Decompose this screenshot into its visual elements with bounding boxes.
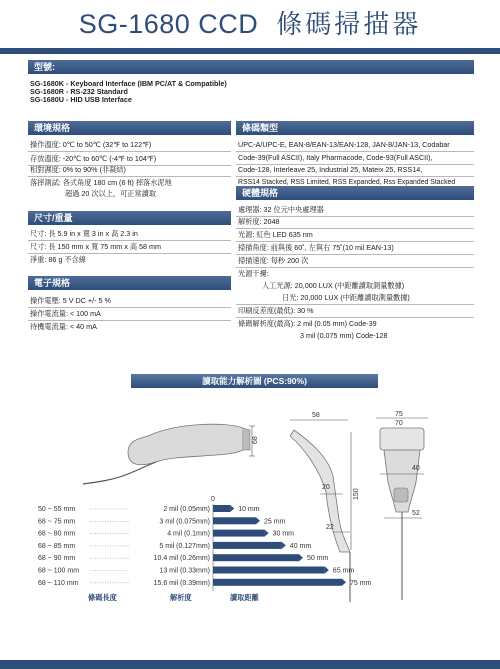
distance-bar bbox=[213, 554, 299, 561]
distance-bar-tip bbox=[299, 554, 303, 561]
env-line: 超過 20 次以上，可正常讀取 bbox=[65, 189, 157, 198]
zero-label: 0 bbox=[211, 496, 215, 503]
divider bbox=[28, 151, 231, 152]
environment-heading: 環境規格 bbox=[34, 123, 71, 133]
footer-label-resolution: 解析度 bbox=[170, 593, 192, 602]
value-label: 30 mm bbox=[272, 530, 295, 538]
dim-line: 尺寸: 長 150 mm x 寬 75 mm x 高 58 mm bbox=[30, 242, 161, 251]
env-line: 存放溫度: -20℃ to 60℃ (-4℉ to 104℉) bbox=[30, 154, 157, 163]
electrical-section-bar bbox=[28, 276, 231, 290]
barcode-line: RSS14 Stacked, RSS Limited, RSS Expanded, Rss Expanded Stacked bbox=[238, 179, 456, 186]
elec-line: 操作電流量: < 100 mA bbox=[30, 309, 101, 318]
distance-bar-tip bbox=[230, 505, 234, 512]
scanner-front-illustration bbox=[376, 411, 428, 600]
distance-bar bbox=[213, 505, 230, 512]
dim-line: 尺寸: 長 5.9 in x 寬 3 in x 高 2.3 in bbox=[30, 229, 138, 238]
reading-chart bbox=[28, 392, 474, 616]
resolution-label: 3 mil (0.075mm) bbox=[159, 518, 210, 526]
env-line: 落摔測試: 各式角度 180 cm (6 ft) 摔落水泥地 bbox=[30, 178, 172, 187]
barcode-line: Code-128, Interleave 25, Industrial 25, Mateix 25, RSS14, bbox=[238, 165, 423, 174]
category-label: 68 ~ 90 mm bbox=[38, 555, 76, 563]
env-line: 相對濕度: 0% to 90% (非凝結) bbox=[30, 165, 126, 174]
dim-150: 150 bbox=[353, 488, 360, 500]
hw-line: 光源干擾: bbox=[238, 269, 269, 278]
dimensions-heading: 尺寸/重量 bbox=[34, 213, 73, 223]
category-label: 68 ~ 75 mm bbox=[38, 518, 76, 526]
barcodes-heading: 條碼類型 bbox=[242, 123, 279, 133]
hw-line: 日光: 20,000 LUX (中距離讀取測量數據) bbox=[282, 293, 410, 302]
category-label: 68 ~ 100 mm bbox=[38, 567, 80, 575]
distance-bar-tip bbox=[256, 517, 260, 524]
hw-line: 條碼解析度(最高): 2 mil (0.05 mm) Code-39 bbox=[238, 319, 377, 328]
model-line: SG-1680R - RS-232 Standard bbox=[30, 87, 128, 96]
resolution-label: 10.4 mil (0.26mm) bbox=[153, 555, 210, 563]
distance-bar-tip bbox=[265, 530, 269, 537]
model-line: SG-1680U - HID USB Interface bbox=[30, 95, 132, 104]
distance-bar bbox=[213, 579, 342, 586]
divider bbox=[236, 267, 474, 268]
resolution-label: 15.6 mil (0.39mm) bbox=[153, 579, 210, 587]
dimensions-section-bar bbox=[28, 211, 231, 225]
dim-line: 淨重: 86 g 不含線 bbox=[30, 255, 86, 264]
distance-bar bbox=[213, 530, 265, 537]
value-label: 25 mm bbox=[264, 518, 286, 526]
distance-bar-tip bbox=[325, 567, 329, 574]
dim-68-left: 68 bbox=[252, 436, 259, 444]
hw-line: 光源: 紅色 LED 635 nm bbox=[238, 230, 313, 239]
distance-bar bbox=[213, 567, 325, 574]
dim-22: 22 bbox=[326, 524, 334, 531]
models-section-bar bbox=[28, 60, 474, 74]
footer-label-distance: 讀取距離 bbox=[230, 593, 259, 602]
hw-line: 人工光源: 20,000 LUX (中距離讀取測量數據) bbox=[262, 281, 405, 290]
footer-bar bbox=[0, 660, 500, 669]
resolution-label: 13 mil (0.33mm) bbox=[159, 567, 210, 575]
value-label: 40 mm bbox=[289, 542, 312, 550]
value-label: 75 mm bbox=[350, 579, 372, 587]
environment-section-bar bbox=[28, 121, 231, 135]
distance-bar-tip bbox=[282, 542, 286, 549]
elec-line: 操作電壓: 5 V DC +/- 5 % bbox=[30, 296, 111, 305]
hw-line: 掃描速度: 每秒 200 次 bbox=[238, 256, 309, 265]
dim-75: 75 bbox=[395, 411, 403, 418]
dim-40: 40 bbox=[412, 465, 420, 472]
elec-line: 待機電流量: < 40 mA bbox=[30, 322, 97, 331]
barcode-line: Code-39(Full ASCII), Italy Pharmacode, Code-93(Full ASCII), bbox=[238, 153, 433, 162]
category-label: 68 ~ 110 mm bbox=[38, 579, 79, 587]
dim-70: 70 bbox=[395, 420, 403, 427]
value-label: 65 mm bbox=[332, 567, 355, 575]
hardware-section-bar bbox=[236, 186, 474, 200]
resolution-label: 5 mil (0.127mm) bbox=[159, 542, 210, 550]
hw-line: 處理器: 32 位元中央處理器 bbox=[238, 205, 324, 214]
model-line: SG-1680K - Keyboard Interface (IBM PC/AT & Compatible) bbox=[30, 79, 227, 88]
env-line: 操作溫度: 0℃ to 50℃ (32℉ to 122℉) bbox=[30, 140, 152, 149]
category-label: 68 ~ 85 mm bbox=[38, 542, 76, 550]
models-heading: 型號: bbox=[34, 62, 55, 72]
page-title bbox=[0, 4, 500, 41]
value-label: 50 mm bbox=[307, 555, 329, 563]
resolution-label: 4 mil (0.1mm) bbox=[167, 530, 210, 538]
title-rule bbox=[0, 48, 500, 54]
dim-58: 58 bbox=[312, 412, 320, 419]
electrical-heading: 電子規格 bbox=[34, 278, 71, 288]
footer-label-length: 條碼長度 bbox=[88, 593, 117, 602]
reading-chart-heading: 讀取能力解析圖 (PCS:90%) bbox=[131, 374, 378, 388]
title-en: SG-1680 CCD bbox=[78, 9, 259, 39]
barcode-line: UPC-A/UPC-E, EAN-8/EAN-13/EAN-128, JAN-8/JAN-13, Codabar bbox=[238, 140, 450, 149]
scanner-side-illustration bbox=[83, 424, 259, 484]
barcodes-section-bar bbox=[236, 121, 474, 135]
hw-line: 3 mil (0.075 mm) Code-128 bbox=[300, 331, 388, 340]
distance-bar bbox=[213, 517, 256, 524]
value-label: 10 mm bbox=[238, 506, 260, 513]
category-label: 68 ~ 80 mm bbox=[38, 530, 76, 538]
distance-bar bbox=[213, 542, 282, 549]
resolution-label: 2 mil (0.05mm) bbox=[163, 506, 210, 513]
hardware-heading: 硬體規格 bbox=[242, 188, 279, 198]
hw-line: 掃描角度: 前與後 60˚, 左與右 75˚(10 mil EAN-13) bbox=[238, 243, 394, 252]
hw-line: 解析度: 2048 bbox=[238, 217, 280, 226]
title-cjk: 條碼掃描器 bbox=[276, 10, 422, 40]
hw-line: 印刷反差度(最低): 30 % bbox=[238, 306, 314, 315]
reading-chart-plot bbox=[38, 496, 372, 591]
dim-52: 52 bbox=[412, 510, 420, 517]
distance-bar-tip bbox=[342, 579, 346, 586]
category-label: 50 ~ 55 mm bbox=[38, 506, 76, 513]
dim-20: 20 bbox=[322, 484, 330, 491]
